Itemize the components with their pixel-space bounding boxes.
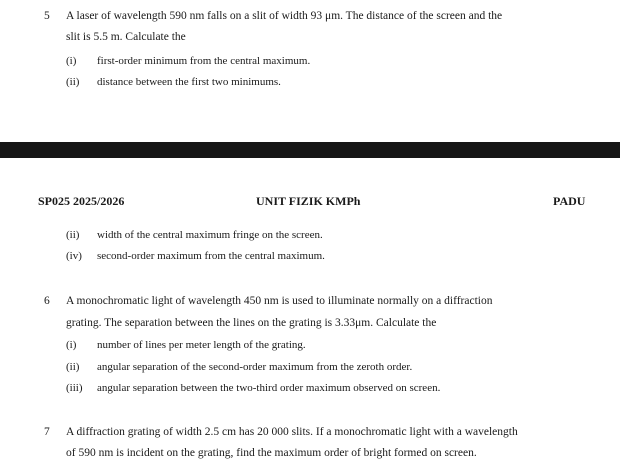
question-7-line-2: of 590 nm is incident on the grating, find the maximum order of bright formed on screen.: [66, 447, 477, 459]
page-divider: [0, 142, 620, 158]
question-7-line-1: A diffraction grating of width 2.5 cm has 20 000 slits. If a monochromatic light with a wavelength: [66, 426, 518, 438]
question-6-part-ii-text: angular separation of the second-order maximum from the zeroth order.: [97, 361, 413, 373]
question-5-part-iv-label: (iv): [66, 250, 82, 262]
question-5-part-iv-text: second-order maximum from the central maximum.: [97, 250, 325, 262]
question-6-part-iii-text: angular separation between the two-third order maximum observed on screen.: [97, 382, 441, 394]
question-5-part-i-label: (i): [66, 55, 77, 67]
header-code: SP025 2025/2026: [38, 194, 125, 208]
question-5-line-2: slit is 5.5 m. Calculate the: [66, 31, 186, 43]
question-6-part-ii-label: (ii): [66, 361, 80, 373]
question-5-part-ii-text: distance between the first two minimums.: [97, 76, 281, 88]
question-5-part-ii-cont-label: (ii): [66, 229, 80, 241]
question-5-part-i-text: first-order minimum from the central maximum.: [97, 55, 311, 67]
question-6-number: 6: [44, 295, 50, 307]
page-top: [0, 0, 620, 142]
question-5-part-ii-cont-text: width of the central maximum fringe on the screen.: [97, 229, 323, 241]
question-6-line-2: grating. The separation between the lines on the grating is 3.33μm. Calculate the: [66, 317, 437, 329]
question-5-line-1: A laser of wavelength 590 nm falls on a slit of width 93 μm. The distance of the screen and the: [66, 10, 503, 22]
question-5-number: 5: [44, 10, 50, 22]
page-bottom: [0, 158, 620, 476]
question-5-part-ii-label: (ii): [66, 76, 80, 88]
header-padu: PADU: [553, 194, 586, 208]
header-unit: UNIT FIZIK KMPh: [256, 194, 361, 208]
question-7-number: 7: [44, 426, 50, 438]
question-6-part-iii-label: (iii): [66, 382, 83, 394]
question-6-part-i-text: number of lines per meter length of the grating.: [97, 339, 306, 351]
question-6-part-i-label: (i): [66, 339, 77, 351]
question-6-line-1: A monochromatic light of wavelength 450 nm is used to illuminate normally on a diffraction: [66, 295, 493, 307]
